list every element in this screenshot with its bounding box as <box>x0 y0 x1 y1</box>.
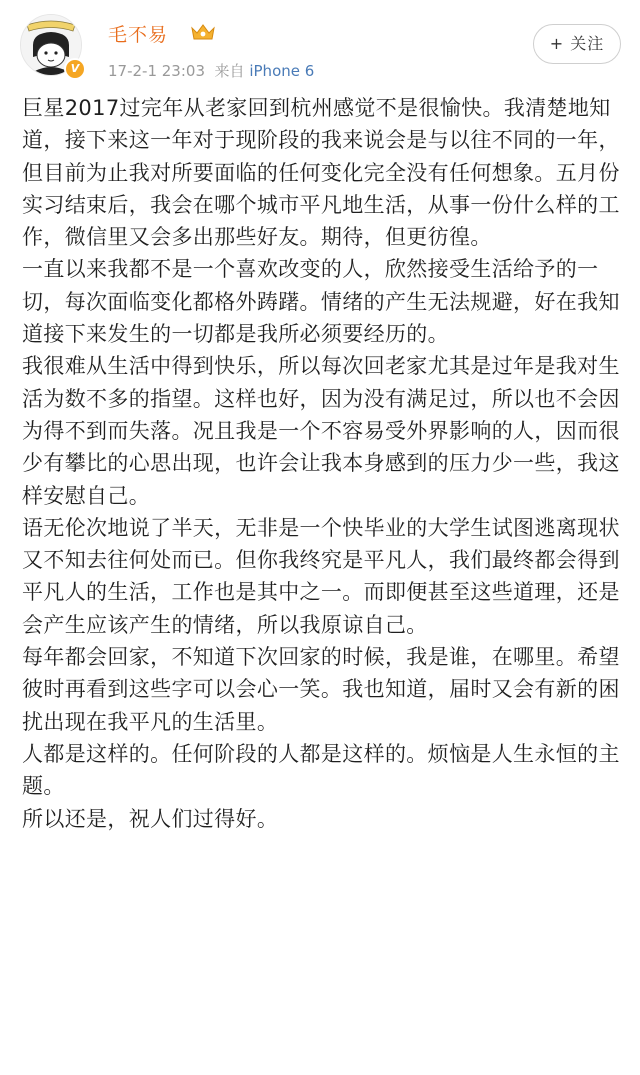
post-paragraph: 语无伦次地说了半天，无非是一个快毕业的大学生试图逃离现状又不知去往何处而已。但你我终究是平凡人，我们最终都会得到平凡人的生活，工作也是其中之一。而即便甚至这些道理，还是会产生应该产生的情绪，所以我原谅自己。 <box>22 515 620 637</box>
post-meta <box>108 60 314 81</box>
post-paragraph: 巨星2017过完年从老家回到杭州感觉不是很愉快。我清楚地知道，接下来这一年对于现阶段的我来说会是与以往不同的一年，但目前为止我对所要面临的任何变化完全没有任何想象。五月份实习结束后，我会在哪个城市平凡地生活，从事一份什么样的工作，微信里又会多出那些好友。期待，但更彷徨。 <box>22 96 620 250</box>
username[interactable]: 毛不易 <box>108 24 169 46</box>
post-body <box>22 92 620 835</box>
verified-v-icon: V <box>64 58 86 80</box>
post-paragraph: 每年都会回家，不知道下次回家的时候，我是谁，在哪里。希望彼时再看到这些字可以会心一笑。我也知道，届时又会有新的困扰出现在我平凡的生活里。 <box>22 645 620 734</box>
vip-crown-icon[interactable] <box>190 22 216 42</box>
post-paragraph: 一直以来我都不是一个喜欢改变的人，欣然接受生活给予的一切，每次面临变化都格外踌躇。情绪的产生无法规避，好在我知道接下来发生的一切都是我所必须要经历的。 <box>22 257 620 347</box>
device-source[interactable]: iPhone 6 <box>249 62 315 80</box>
post-paragraph: 我很难从生活中得到快乐，所以每次回老家尤其是过年是我对生活为数不多的指望。这样也好，因为没有满足过，所以也不会因为得不到而失落。况且我是一个不容易受外界影响的人，因而很少有攀比的心思出现，也许会让我本身感到的压力少一些，我这样安慰自己。 <box>22 354 620 508</box>
follow-button[interactable]: + 关注 <box>533 24 621 64</box>
source-prefix: 来自 <box>214 62 245 80</box>
timestamp: 17-2-1 23:03 <box>108 62 205 80</box>
post-paragraph: 人都是这样的。任何阶段的人都是这样的。烦恼是人生永恒的主题。 <box>22 741 620 799</box>
post-header <box>0 0 640 90</box>
post-paragraph: 所以还是，祝人们过得好。 <box>22 806 279 831</box>
